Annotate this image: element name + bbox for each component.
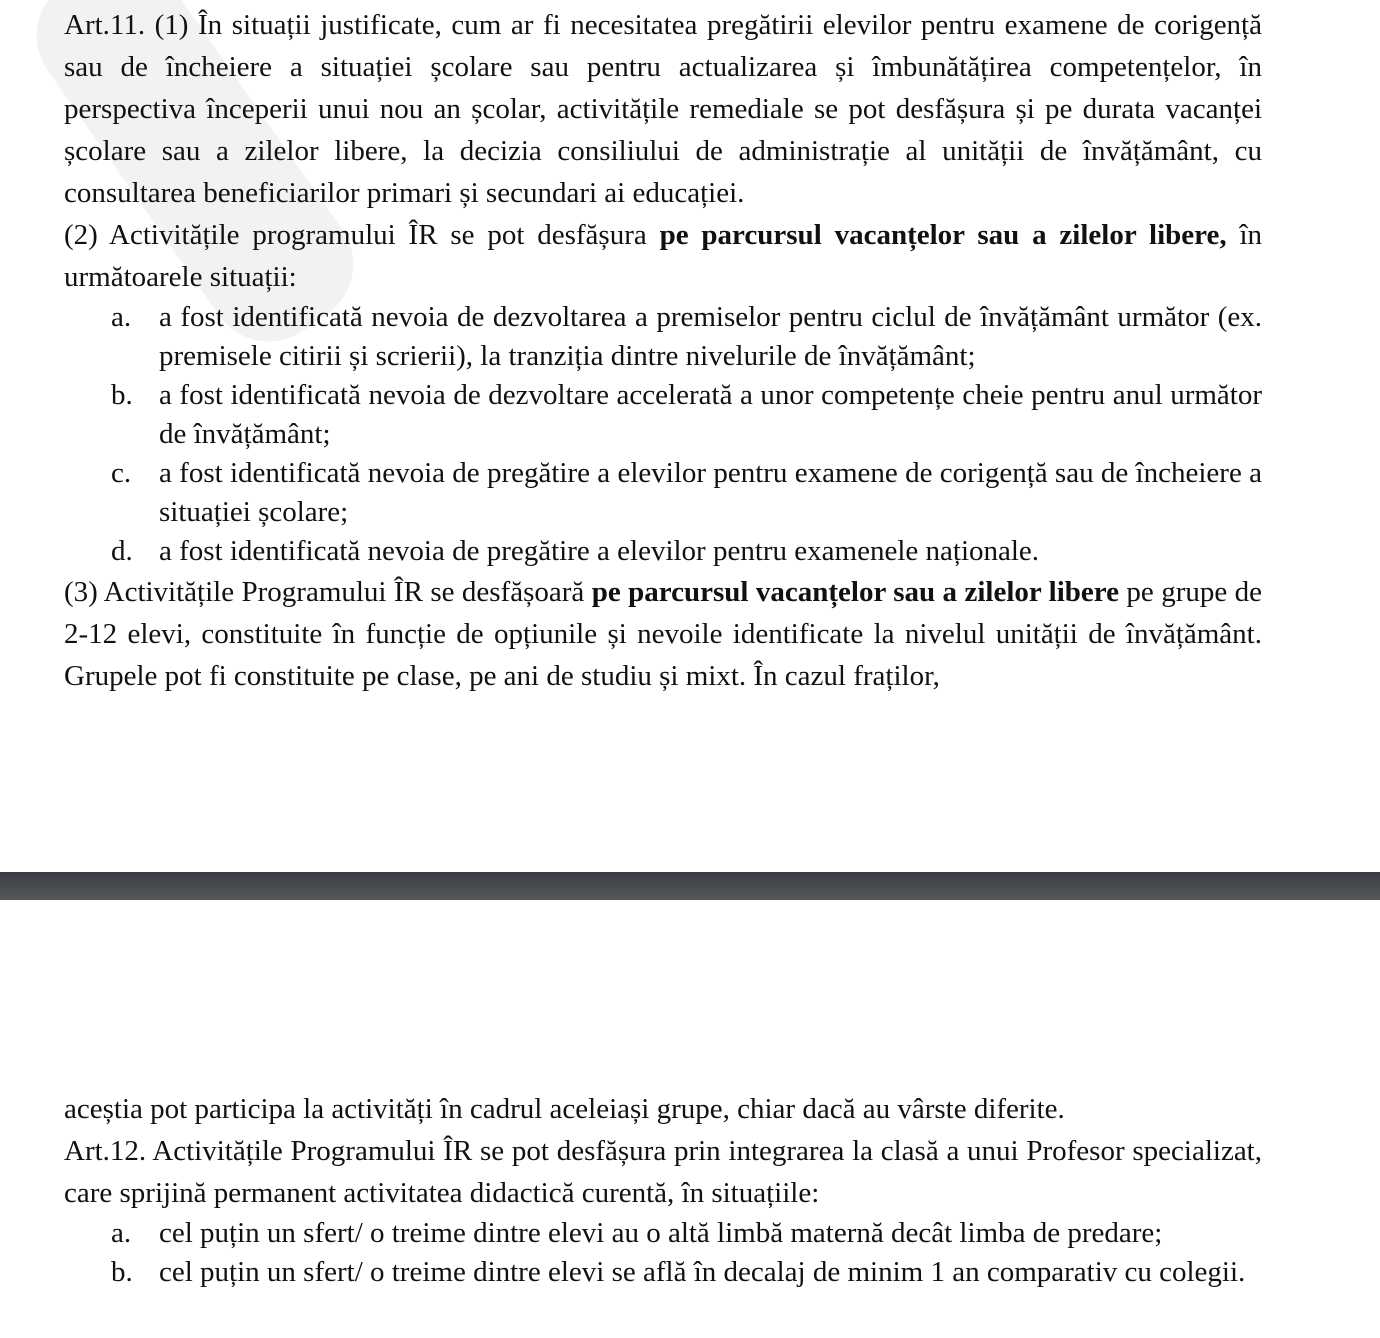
list-item-text: a fost identificată nevoia de dezvoltare accelerată a unor competențe cheie pentru anul următor de învățământ; xyxy=(159,379,1262,450)
list-marker: a. xyxy=(111,1217,132,1249)
list-item xyxy=(64,1214,1262,1253)
art11-p2-end: în următoarele situații: xyxy=(64,219,1263,293)
art11-p2-bold: pe parcursul vacanțelor sau a zilelor libere, xyxy=(659,219,1227,251)
art12-paragraph: Art.12. Activitățile Programului ÎR se pot desfășura prin integrarea la clasă a unui Profesor specializat, care sprijină permanent activitatea didactică curentă, în situațiile: xyxy=(64,1135,1262,1209)
art11-paragraph-2 xyxy=(64,214,1262,298)
art11-p3-end: pe grupe de 2-12 elevi, constituite în funcție de opțiunile și nevoile identificate la nivelul unității de învățământ. Grupele pot fi constituite pe clase, pe ani de studiu și mixt. În cazul fraților, xyxy=(64,576,1263,692)
art11-paragraph-3 xyxy=(64,571,1262,697)
list-item xyxy=(64,376,1262,454)
art11-p3-bold: pe parcursul vacanțelor sau a zilelor libere xyxy=(591,576,1119,608)
list-marker: b. xyxy=(111,379,133,411)
list-marker: d. xyxy=(111,535,133,567)
page-text xyxy=(64,1088,1262,1292)
list-marker: c. xyxy=(111,457,132,489)
list-item xyxy=(64,1253,1262,1292)
list-marker: b. xyxy=(111,1256,133,1288)
list-item-text: cel puțin un sfert/ o treime dintre elevi se află în decalaj de minim 1 an comparativ cu colegii. xyxy=(159,1256,1246,1288)
list-item-text: cel puțin un sfert/ o treime dintre elevi au o altă limbă maternă decât limba de predare; xyxy=(159,1217,1163,1249)
page-separator xyxy=(0,872,1380,900)
art11-list xyxy=(64,298,1262,571)
art11-paragraph-1: Art.11. (1) În situații justificate, cum ar fi necesitatea pregătirii elevilor pentru examene de corigență sau de încheiere a situației școlare sau pentru actualizarea și îmbunătățirea competențelor, în perspectiva începerii unui nou an școlar, activitățile remediale se pot desfășura și pe durata vacanței școlare sau a zilelor libere, la decizia consiliului de administrație al unității de învățământ, cu consultarea beneficiarilor primari și secundari ai educației. xyxy=(64,9,1262,209)
list-item xyxy=(64,298,1262,376)
list-item-text: a fost identificată nevoia de pregătire a elevilor pentru examene de corigență sau de încheiere a situației școlare; xyxy=(159,457,1262,528)
page-text xyxy=(64,4,1262,697)
list-marker: a. xyxy=(111,301,132,333)
list-item-text: a fost identificată nevoia de dezvoltarea a premiselor pentru ciclul de învățământ următor (ex. premisele citirii și scrierii), la tranziția dintre nivelurile de învățământ; xyxy=(159,301,1262,372)
list-item xyxy=(64,532,1262,571)
list-item xyxy=(64,454,1262,532)
document-page-bottom xyxy=(0,900,1380,1338)
art11-p3-text: (3) Activitățile Programului ÎR se desfășoară xyxy=(64,576,592,608)
list-item-text: a fost identificată nevoia de pregătire a elevilor pentru examenele naționale. xyxy=(159,535,1040,567)
art11-p2-text: (2) Activitățile programului ÎR se pot desfășura xyxy=(64,219,660,251)
continuation-paragraph: aceștia pot participa la activități în cadrul aceleiași grupe, chiar dacă au vârste diferite. xyxy=(64,1093,1065,1125)
art12-list xyxy=(64,1214,1262,1292)
